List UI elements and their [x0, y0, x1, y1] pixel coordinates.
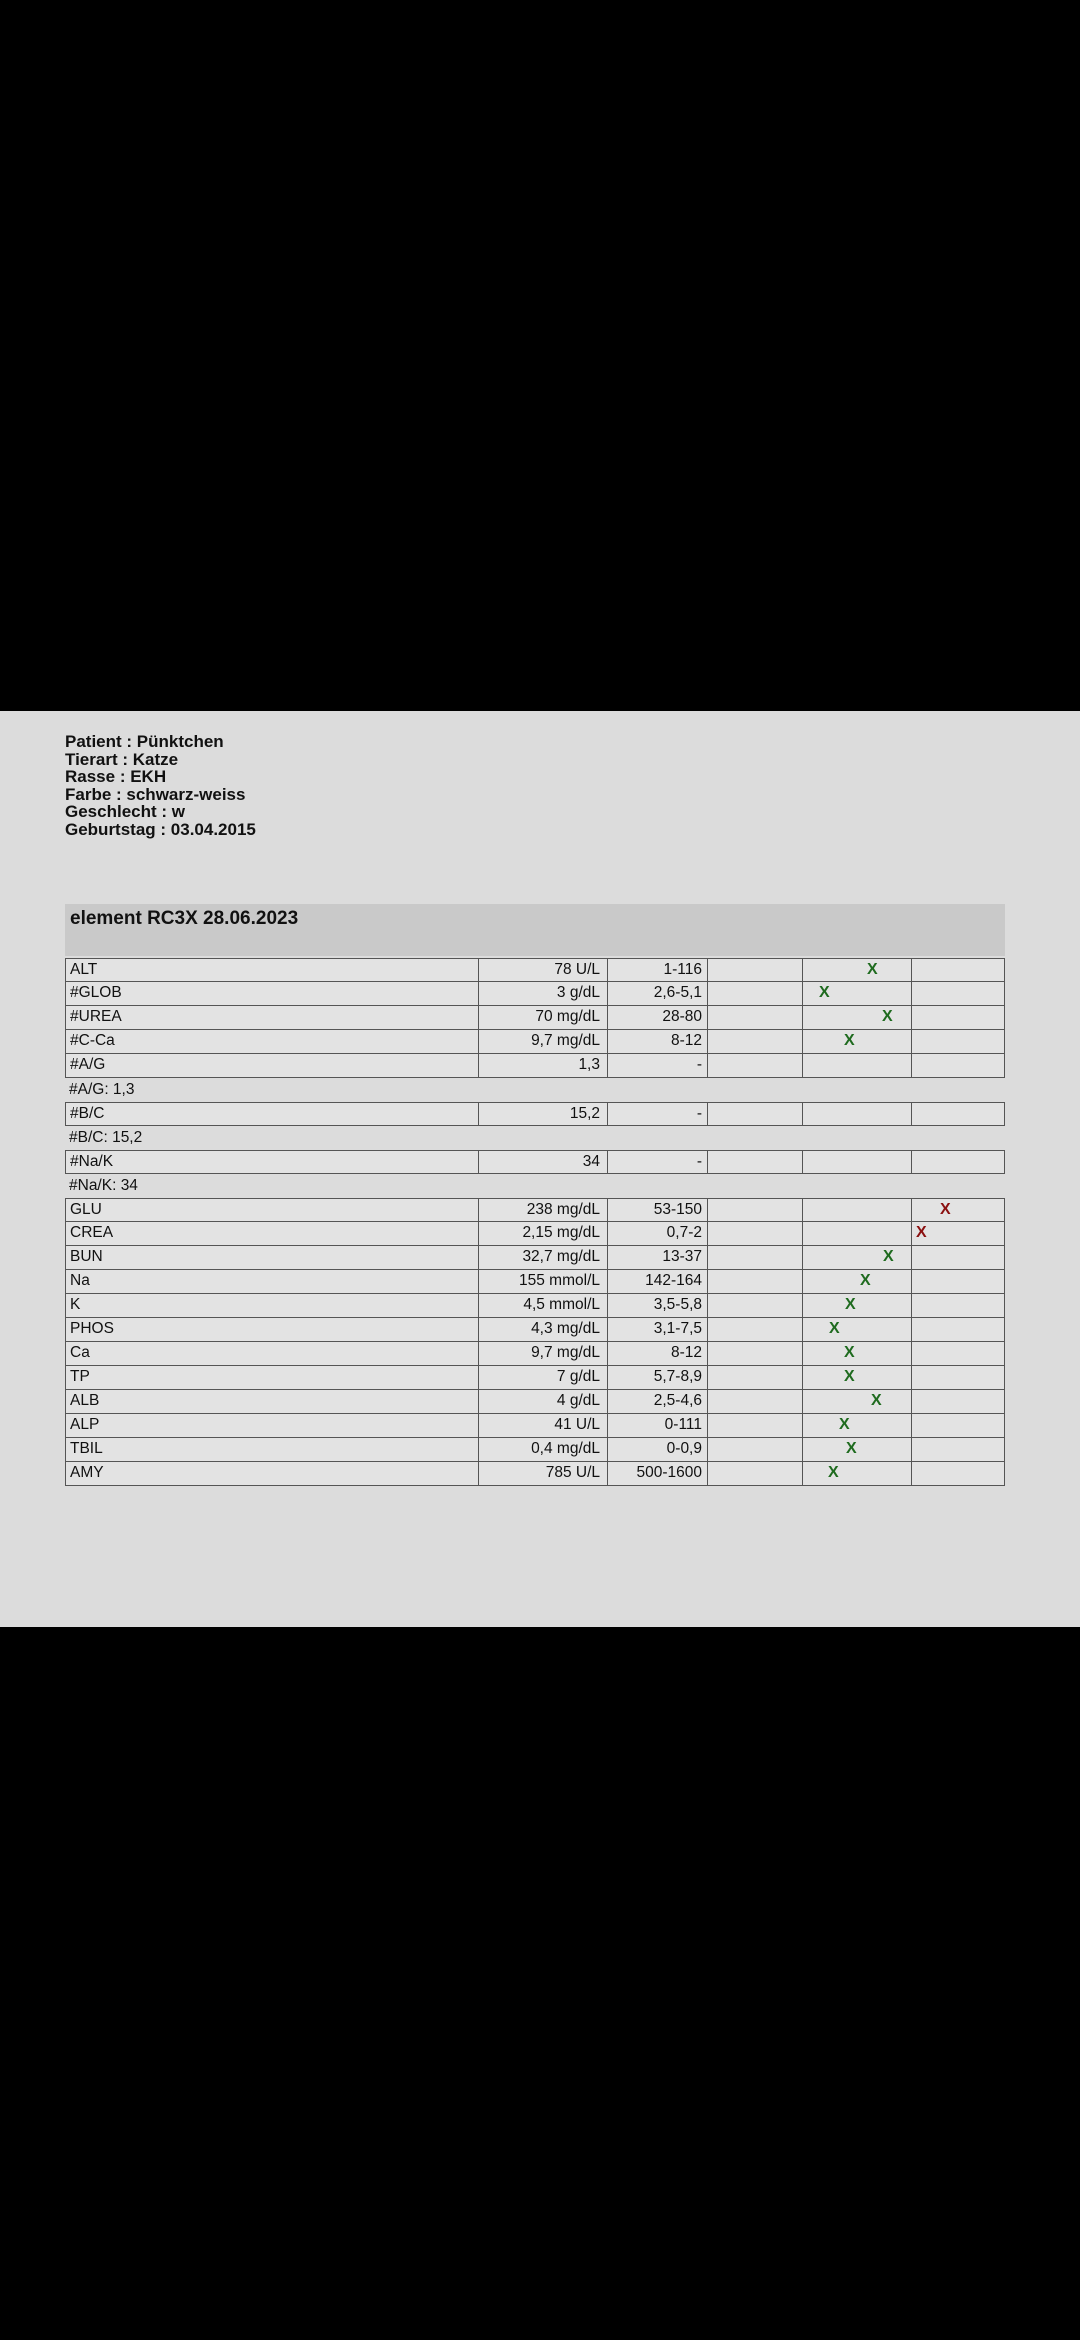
- result-row: [65, 1222, 1005, 1246]
- result-reference-range: 500-1600: [608, 1462, 708, 1485]
- high-flag-mark: X: [940, 1201, 951, 1218]
- patient-birthday: Geburtstag : 03.04.2015: [65, 819, 256, 839]
- result-name: BUN: [66, 1246, 479, 1269]
- low-range-cell: [708, 1270, 803, 1293]
- result-row: [65, 1414, 1005, 1438]
- result-name: TP: [66, 1366, 479, 1389]
- result-value: 1,3: [479, 1054, 608, 1077]
- result-row: [65, 982, 1005, 1006]
- result-note: #A/G: 1,3: [69, 1081, 135, 1098]
- result-name: ALB: [66, 1390, 479, 1413]
- normal-flag-mark: X: [882, 1008, 893, 1025]
- result-value: 0,4 mg/dL: [479, 1438, 608, 1461]
- result-reference-range: -: [608, 1103, 708, 1125]
- high-range-cell: [912, 1054, 1004, 1077]
- high-range-cell: [912, 1030, 1004, 1053]
- report-header: [65, 904, 1005, 956]
- result-reference-range: 0,7-2: [608, 1222, 708, 1245]
- result-value: 4 g/dL: [479, 1390, 608, 1413]
- patient-breed: Rasse : EKH: [65, 767, 167, 786]
- result-name: AMY: [66, 1462, 479, 1485]
- normal-flag-mark: X: [845, 1296, 856, 1313]
- patient-species: Tierart : Katze: [65, 749, 179, 769]
- result-reference-range: 53-150: [608, 1199, 708, 1221]
- high-range-cell: [912, 1390, 1004, 1413]
- low-range-cell: [708, 959, 803, 981]
- normal-range-cell: [803, 1030, 912, 1053]
- result-value: 3 g/dL: [479, 982, 608, 1005]
- low-range-cell: [708, 1006, 803, 1029]
- normal-range-cell: [803, 982, 912, 1005]
- result-row: [65, 958, 1005, 982]
- high-range-cell: [912, 1462, 1004, 1485]
- low-range-cell: [708, 1438, 803, 1461]
- result-row: [65, 1366, 1005, 1390]
- high-range-cell: [912, 1199, 1004, 1221]
- result-reference-range: 0-0,9: [608, 1438, 708, 1461]
- result-row: [65, 1318, 1005, 1342]
- result-name: K: [66, 1294, 479, 1317]
- low-range-cell: [708, 1414, 803, 1437]
- high-range-cell: [912, 1103, 1004, 1125]
- normal-flag-mark: X: [844, 1032, 855, 1049]
- normal-flag-mark: X: [828, 1464, 839, 1481]
- high-flag-mark: X: [916, 1224, 927, 1241]
- low-range-cell: [708, 1054, 803, 1077]
- result-name: PHOS: [66, 1318, 479, 1341]
- result-name: GLU: [66, 1199, 479, 1221]
- normal-flag-mark: X: [844, 1344, 855, 1361]
- high-range-cell: [912, 1222, 1004, 1245]
- patient-color: Farbe : schwarz-weiss: [65, 784, 246, 804]
- result-name: ALP: [66, 1414, 479, 1437]
- result-reference-range: -: [608, 1054, 708, 1077]
- high-range-cell: [912, 1151, 1004, 1173]
- low-range-cell: [708, 1366, 803, 1389]
- normal-range-cell: [803, 1390, 912, 1413]
- high-range-cell: [912, 1270, 1004, 1293]
- result-value: 155 mmol/L: [479, 1270, 608, 1293]
- low-range-cell: [708, 1462, 803, 1485]
- result-name: #B/C: [66, 1103, 479, 1125]
- low-range-cell: [708, 1246, 803, 1269]
- normal-flag-mark: X: [846, 1440, 857, 1457]
- result-reference-range: -: [608, 1151, 708, 1173]
- result-value: 78 U/L: [479, 959, 608, 981]
- high-range-cell: [912, 1246, 1004, 1269]
- result-row: [65, 1150, 1005, 1174]
- normal-flag-mark: X: [844, 1368, 855, 1385]
- normal-range-cell: [803, 1270, 912, 1293]
- low-range-cell: [708, 1199, 803, 1221]
- normal-flag-mark: X: [867, 961, 878, 978]
- normal-flag-mark: X: [839, 1416, 850, 1433]
- result-value: 9,7 mg/dL: [479, 1342, 608, 1365]
- low-range-cell: [708, 1390, 803, 1413]
- result-name: ALT: [66, 959, 479, 981]
- result-value: 32,7 mg/dL: [479, 1246, 608, 1269]
- normal-range-cell: [803, 1414, 912, 1437]
- high-range-cell: [912, 1318, 1004, 1341]
- normal-flag-mark: X: [871, 1392, 882, 1409]
- result-row: [65, 1246, 1005, 1270]
- normal-range-cell: [803, 1462, 912, 1485]
- result-reference-range: 3,1-7,5: [608, 1318, 708, 1341]
- result-note: #B/C: 15,2: [69, 1129, 143, 1146]
- result-reference-range: 13-37: [608, 1246, 708, 1269]
- result-value: 2,15 mg/dL: [479, 1222, 608, 1245]
- high-range-cell: [912, 959, 1004, 981]
- normal-range-cell: [803, 1366, 912, 1389]
- result-value: 70 mg/dL: [479, 1006, 608, 1029]
- patient-info: [65, 733, 256, 838]
- result-name: #Na/K: [66, 1151, 479, 1173]
- normal-flag-mark: X: [829, 1320, 840, 1337]
- result-value: 238 mg/dL: [479, 1199, 608, 1221]
- result-name: #GLOB: [66, 982, 479, 1005]
- high-range-cell: [912, 1006, 1004, 1029]
- lab-report-page: [0, 711, 1080, 1627]
- low-range-cell: [708, 1222, 803, 1245]
- report-title: element RC3X 28.06.2023: [70, 908, 299, 929]
- normal-range-cell: [803, 1438, 912, 1461]
- normal-range-cell: [803, 1222, 912, 1245]
- result-reference-range: 3,5-5,8: [608, 1294, 708, 1317]
- normal-flag-mark: X: [860, 1272, 871, 1289]
- result-value: 15,2: [479, 1103, 608, 1125]
- high-range-cell: [912, 1342, 1004, 1365]
- result-value: 41 U/L: [479, 1414, 608, 1437]
- low-range-cell: [708, 1294, 803, 1317]
- result-name: #C-Ca: [66, 1030, 479, 1053]
- result-note: #Na/K: 34: [69, 1177, 138, 1194]
- result-reference-range: 5,7-8,9: [608, 1366, 708, 1389]
- result-value: 9,7 mg/dL: [479, 1030, 608, 1053]
- normal-range-cell: [803, 1342, 912, 1365]
- result-name: CREA: [66, 1222, 479, 1245]
- low-range-cell: [708, 1103, 803, 1125]
- high-range-cell: [912, 1294, 1004, 1317]
- low-range-cell: [708, 1342, 803, 1365]
- result-reference-range: 0-111: [608, 1414, 708, 1437]
- normal-flag-mark: X: [819, 984, 830, 1001]
- result-reference-range: 142-164: [608, 1270, 708, 1293]
- result-row: [65, 1198, 1005, 1222]
- result-value: 4,3 mg/dL: [479, 1318, 608, 1341]
- result-row: [65, 1102, 1005, 1126]
- normal-range-cell: [803, 1199, 912, 1221]
- result-reference-range: 2,5-4,6: [608, 1390, 708, 1413]
- high-range-cell: [912, 982, 1004, 1005]
- result-value: 7 g/dL: [479, 1366, 608, 1389]
- result-row: [65, 1438, 1005, 1462]
- patient-name: Patient : Pünktchen: [65, 732, 224, 751]
- result-name: Ca: [66, 1342, 479, 1365]
- normal-range-cell: [803, 1294, 912, 1317]
- result-reference-range: 8-12: [608, 1342, 708, 1365]
- results-table: [65, 958, 1005, 1486]
- result-name: #A/G: [66, 1054, 479, 1077]
- result-name: Na: [66, 1270, 479, 1293]
- normal-range-cell: [803, 1006, 912, 1029]
- result-reference-range: 1-116: [608, 959, 708, 981]
- result-value: 34: [479, 1151, 608, 1173]
- result-row: [65, 1270, 1005, 1294]
- normal-range-cell: [803, 1151, 912, 1173]
- result-name: #UREA: [66, 1006, 479, 1029]
- normal-flag-mark: X: [883, 1248, 894, 1265]
- result-row: [65, 1006, 1005, 1030]
- result-row: [65, 1054, 1005, 1078]
- result-value: 4,5 mmol/L: [479, 1294, 608, 1317]
- result-row: [65, 1030, 1005, 1054]
- low-range-cell: [708, 1030, 803, 1053]
- result-reference-range: 28-80: [608, 1006, 708, 1029]
- normal-range-cell: [803, 1318, 912, 1341]
- result-row: [65, 1294, 1005, 1318]
- result-value: 785 U/L: [479, 1462, 608, 1485]
- low-range-cell: [708, 1318, 803, 1341]
- result-name: TBIL: [66, 1438, 479, 1461]
- result-row: [65, 1462, 1005, 1486]
- result-reference-range: 2,6-5,1: [608, 982, 708, 1005]
- low-range-cell: [708, 1151, 803, 1173]
- low-range-cell: [708, 982, 803, 1005]
- result-row: [65, 1342, 1005, 1366]
- high-range-cell: [912, 1414, 1004, 1437]
- normal-range-cell: [803, 1246, 912, 1269]
- normal-range-cell: [803, 959, 912, 981]
- result-row: [65, 1390, 1005, 1414]
- result-reference-range: 8-12: [608, 1030, 708, 1053]
- normal-range-cell: [803, 1103, 912, 1125]
- patient-sex: Geschlecht : w: [65, 802, 185, 821]
- normal-range-cell: [803, 1054, 912, 1077]
- high-range-cell: [912, 1366, 1004, 1389]
- high-range-cell: [912, 1438, 1004, 1461]
